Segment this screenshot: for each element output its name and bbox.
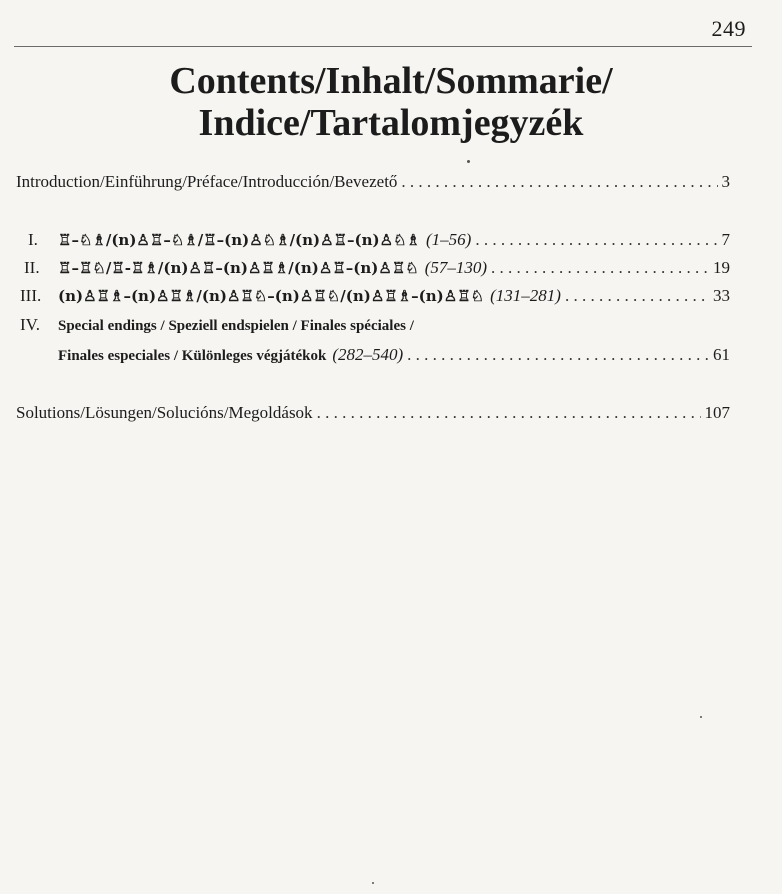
chapter-page: 19 [713, 258, 730, 277]
chapter-4-title-line-1: Special endings / Speziell endspielen / Finales spéciales / [58, 318, 414, 334]
chapter-page: 61 [713, 345, 730, 364]
toc-row-chapter-3[interactable] [16, 286, 730, 306]
chapter-range: (1–56) [426, 230, 472, 249]
paper-speck [467, 160, 470, 163]
chapter-range: (282–540) [332, 345, 404, 364]
toc-row-introduction[interactable] [16, 172, 730, 192]
dot-leader [317, 403, 701, 423]
paper-speck [372, 882, 374, 884]
chapter-page: 7 [721, 230, 730, 249]
page-number: 249 [711, 16, 746, 41]
chapter-numeral: IV. [20, 315, 40, 334]
toc-label-solutions: Solutions/Lösungen/Solucións/Megoldások [16, 403, 313, 422]
toc-page-solutions: 107 [704, 403, 730, 422]
toc-page-introduction: 3 [721, 172, 730, 191]
chapter-numeral: I. [28, 230, 38, 249]
chapter-range: (57–130) [424, 258, 488, 277]
dot-leader [407, 345, 709, 365]
title-line-2: Indice/Tartalomjegyzék [198, 102, 584, 144]
chapter-pieces: ♖–♘♗/(n)♙♖–♘♗/♖–(n)♙♘♗/(n)♙♖–(n)♙♘♗ [58, 231, 420, 249]
title-line-1: Contents/Inhalt/Sommarie/ [169, 60, 613, 102]
toc-row-chapter-2[interactable] [16, 258, 730, 278]
chapter-numeral: II. [24, 258, 40, 277]
dot-leader [565, 286, 709, 306]
chapter-numeral: III. [20, 286, 42, 305]
toc-row-solutions[interactable] [16, 403, 730, 423]
toc-row-chapter-4-line-2[interactable] [16, 345, 730, 365]
dot-leader [401, 172, 717, 192]
dot-leader [491, 258, 709, 278]
paper-speck [700, 716, 702, 718]
chapter-pieces: ♖–♖♘/♖-♖♗/(n)♙♖–(n)♙♖♗/(n)♙♖–(n)♙♖♘ [58, 259, 419, 277]
chapter-page: 33 [713, 286, 730, 305]
chapter-range: (131–281) [490, 286, 561, 305]
header-rule [14, 46, 752, 47]
page-title [0, 60, 782, 144]
toc-label-introduction: Introduction/Einführung/Préface/Introducción/Bevezető [16, 172, 398, 191]
chapter-pieces: (n)♙♖♗–(n)♙♖♗/(n)♙♖♘–(n)♙♖♘/(n)♙♖♗–(n)♙♖♘ [58, 287, 485, 305]
toc-row-chapter-4-line-1[interactable] [16, 315, 730, 335]
dot-leader [475, 230, 717, 250]
chapter-4-title-line-2: Finales especiales / Különleges végjátékok [58, 348, 327, 364]
toc-row-chapter-1[interactable] [16, 230, 730, 250]
